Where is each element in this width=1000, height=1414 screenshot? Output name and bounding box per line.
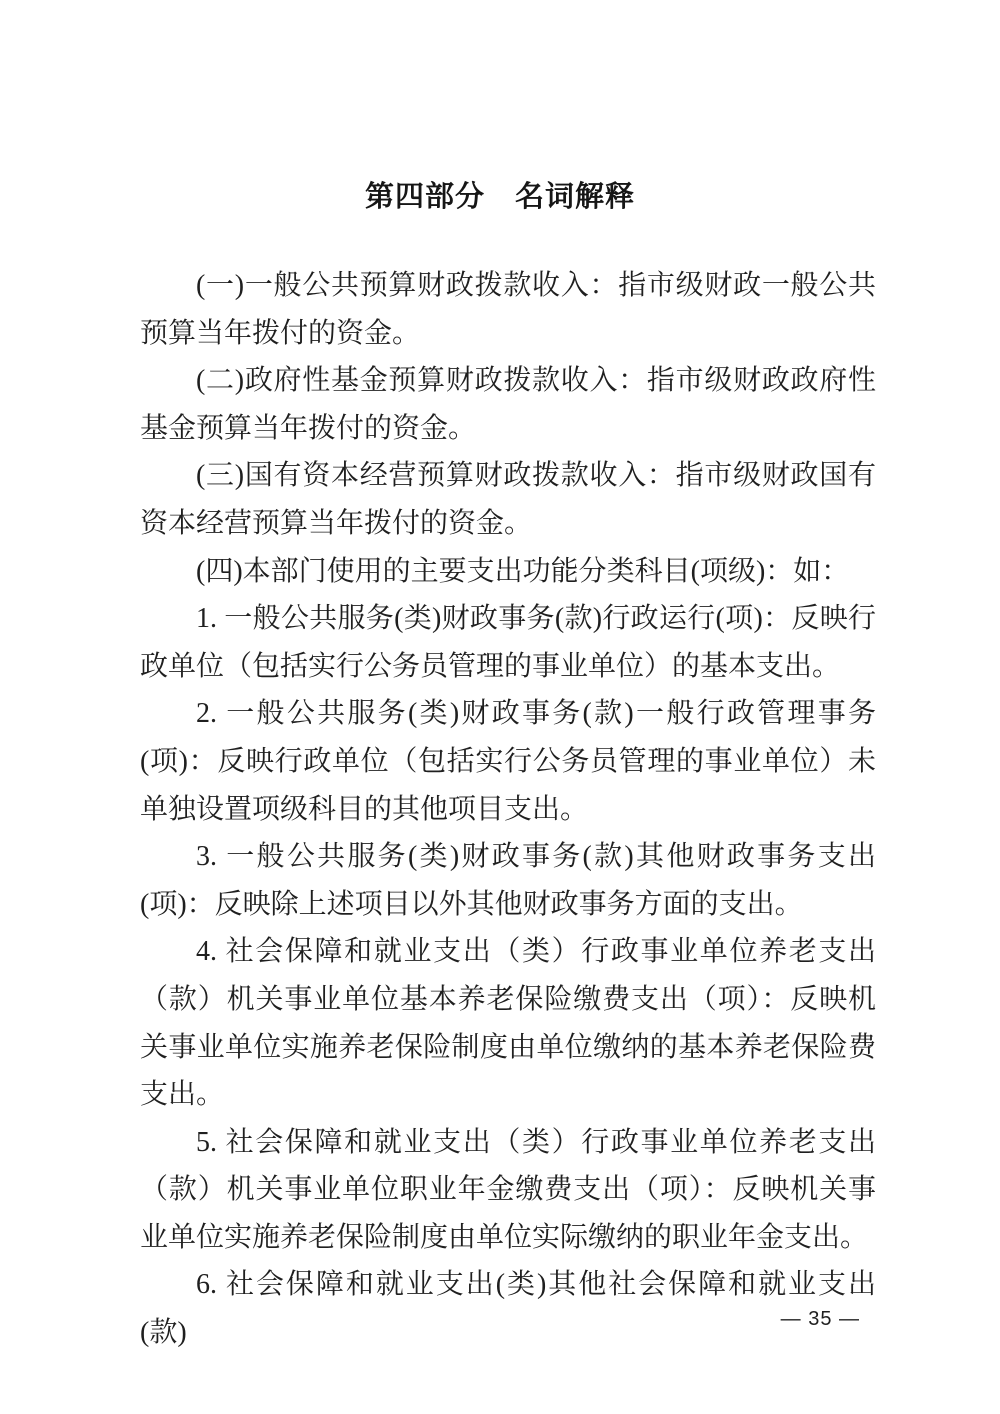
paragraph-item-5: 5. 社会保障和就业支出（类）行政事业单位养老支出（款）机关事业单位职业年金缴费支出（项）：反映机关事业单位实施养老保险制度由单位实际缴纳的职业年金支出。	[140, 1126, 876, 1253]
paragraph-item-2: 2. 一般公共服务(类)财政事务(款)一般行政管理事务(项)：反映行政单位（包括实行公务员管理的事业单位）未单独设置项级科目的其他项目支出。	[140, 698, 876, 825]
paragraph-definition-3: (三)国有资本经营预算财政拨款收入：指市级财政国有资本经营预算当年拨付的资金。	[140, 460, 876, 539]
paragraph-definition-2: (二)政府性基金预算财政拨款收入：指市级财政政府性基金预算当年拨付的资金。	[140, 365, 876, 444]
paragraph-item-1: 1. 一般公共服务(类)财政事务(款)行政运行(项)：反映行政单位（包括实行公务员管理的事业单位）的基本支出。	[140, 603, 876, 682]
page-number: — 35 —	[780, 1308, 860, 1330]
document-body	[140, 262, 876, 1357]
paragraph-item-4: 4. 社会保障和就业支出（类）行政事业单位养老支出（款）机关事业单位基本养老保险缴费支出（项）：反映机关事业单位实施养老保险制度由单位缴纳的基本养老保险费支出。	[140, 936, 876, 1111]
page-title: 第四部分 名词解释	[364, 181, 635, 213]
paragraph-definition-1: (一)一般公共预算财政拨款收入：指市级财政一般公共预算当年拨付的资金。	[140, 270, 876, 349]
paragraph-item-6: 6. 社会保障和就业支出(类)其他社会保障和就业支出(款)	[140, 1269, 876, 1349]
paragraph-definition-4: (四)本部门使用的主要支出功能分类科目(项级)：如：	[196, 555, 850, 587]
paragraph-item-3: 3. 一般公共服务(类)财政事务(款)其他财政事务支出(项)：反映除上述项目以外其他财政事务方面的支出。	[140, 841, 876, 920]
